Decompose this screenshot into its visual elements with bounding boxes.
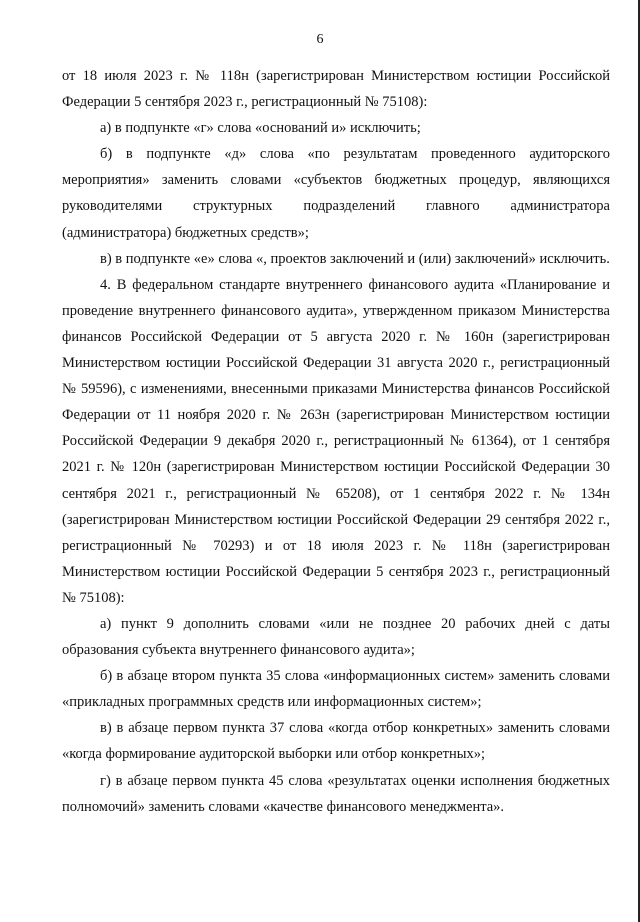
paragraph-item-4-c: в) в абзаце первом пункта 37 слова «когда отбор конкретных» заменить словами «когда формирование аудиторской выборки или отбор конкретных»; <box>62 720 610 763</box>
paragraph-item-4-d: г) в абзаце первом пункта 45 слова «результатах оценки исполнения бюджетных полномочий» заменить словами «качестве финансового менеджмента». <box>62 772 610 815</box>
paragraph-item-4: 4. В федеральном стандарте внутреннего финансового аудита «Планирование и проведение внутреннего финансового аудита», утвержденном приказом Министерства финансов Российской Федерации от 5 августа 2020 г. № 160н (зарегистрирован Министерством юстиции Российской Федерации 31 августа 2020 г., регистрационный № 59596), с изменениями, внесенными приказами Министерства финансов Российской Федерации от 11 ноября 2020 г. № 263н (зарегистрирован Министерством юстиции Российской Федерации 9 декабря 2020 г., регистрационный № 61364), от 1 сентября 2021 г. № 120н (зарегистрирован Министерством юстиции Российской Федерации 30 сентября 2021 г., регистрационный № 65208), от 1 сентября 2022 г. № 134н (зарегистрирован Министерством юстиции Российской Федерации 29 сентября 2022 г., регистрационный № 70293) и от 18 июля 2023 г. № 118н (зарегистрирован Министерством юстиции Российской Федерации 5 сентября 2023 г., регистрационный № 75108): <box>62 276 610 606</box>
paragraph-subitem-c: в) в подпункте «е» слова «, проектов заключений и (или) заключений» исключить. <box>100 250 610 267</box>
paragraph-continuation: от 18 июля 2023 г. № 118н (зарегистрирован Министерством юстиции Российской Федерации 5 сентября 2023 г., регистрационный № 75108): <box>62 68 610 111</box>
document-body <box>62 63 610 820</box>
paragraph-subitem-b: б) в подпункте «д» слова «по результатам проведенного аудиторского мероприятия» заменить словами «субъектов бюджетных процедур, являющихся руководителями структурных подразделений главного администратора (администратора) бюджетных средств»; <box>62 146 610 241</box>
paragraph-subitem-a: а) в подпункте «г» слова «оснований и» исключить; <box>100 120 421 137</box>
paragraph-item-4-a: а) пункт 9 дополнить словами «или не позднее 20 рабочих дней с даты образования субъекта внутреннего финансового аудита»; <box>62 615 610 659</box>
page-number: 6 <box>316 32 324 47</box>
paragraph-item-4-b: б) в абзаце втором пункта 35 слова «информационных систем» заменить словами «прикладных программных средств или информационных систем»; <box>62 668 610 711</box>
